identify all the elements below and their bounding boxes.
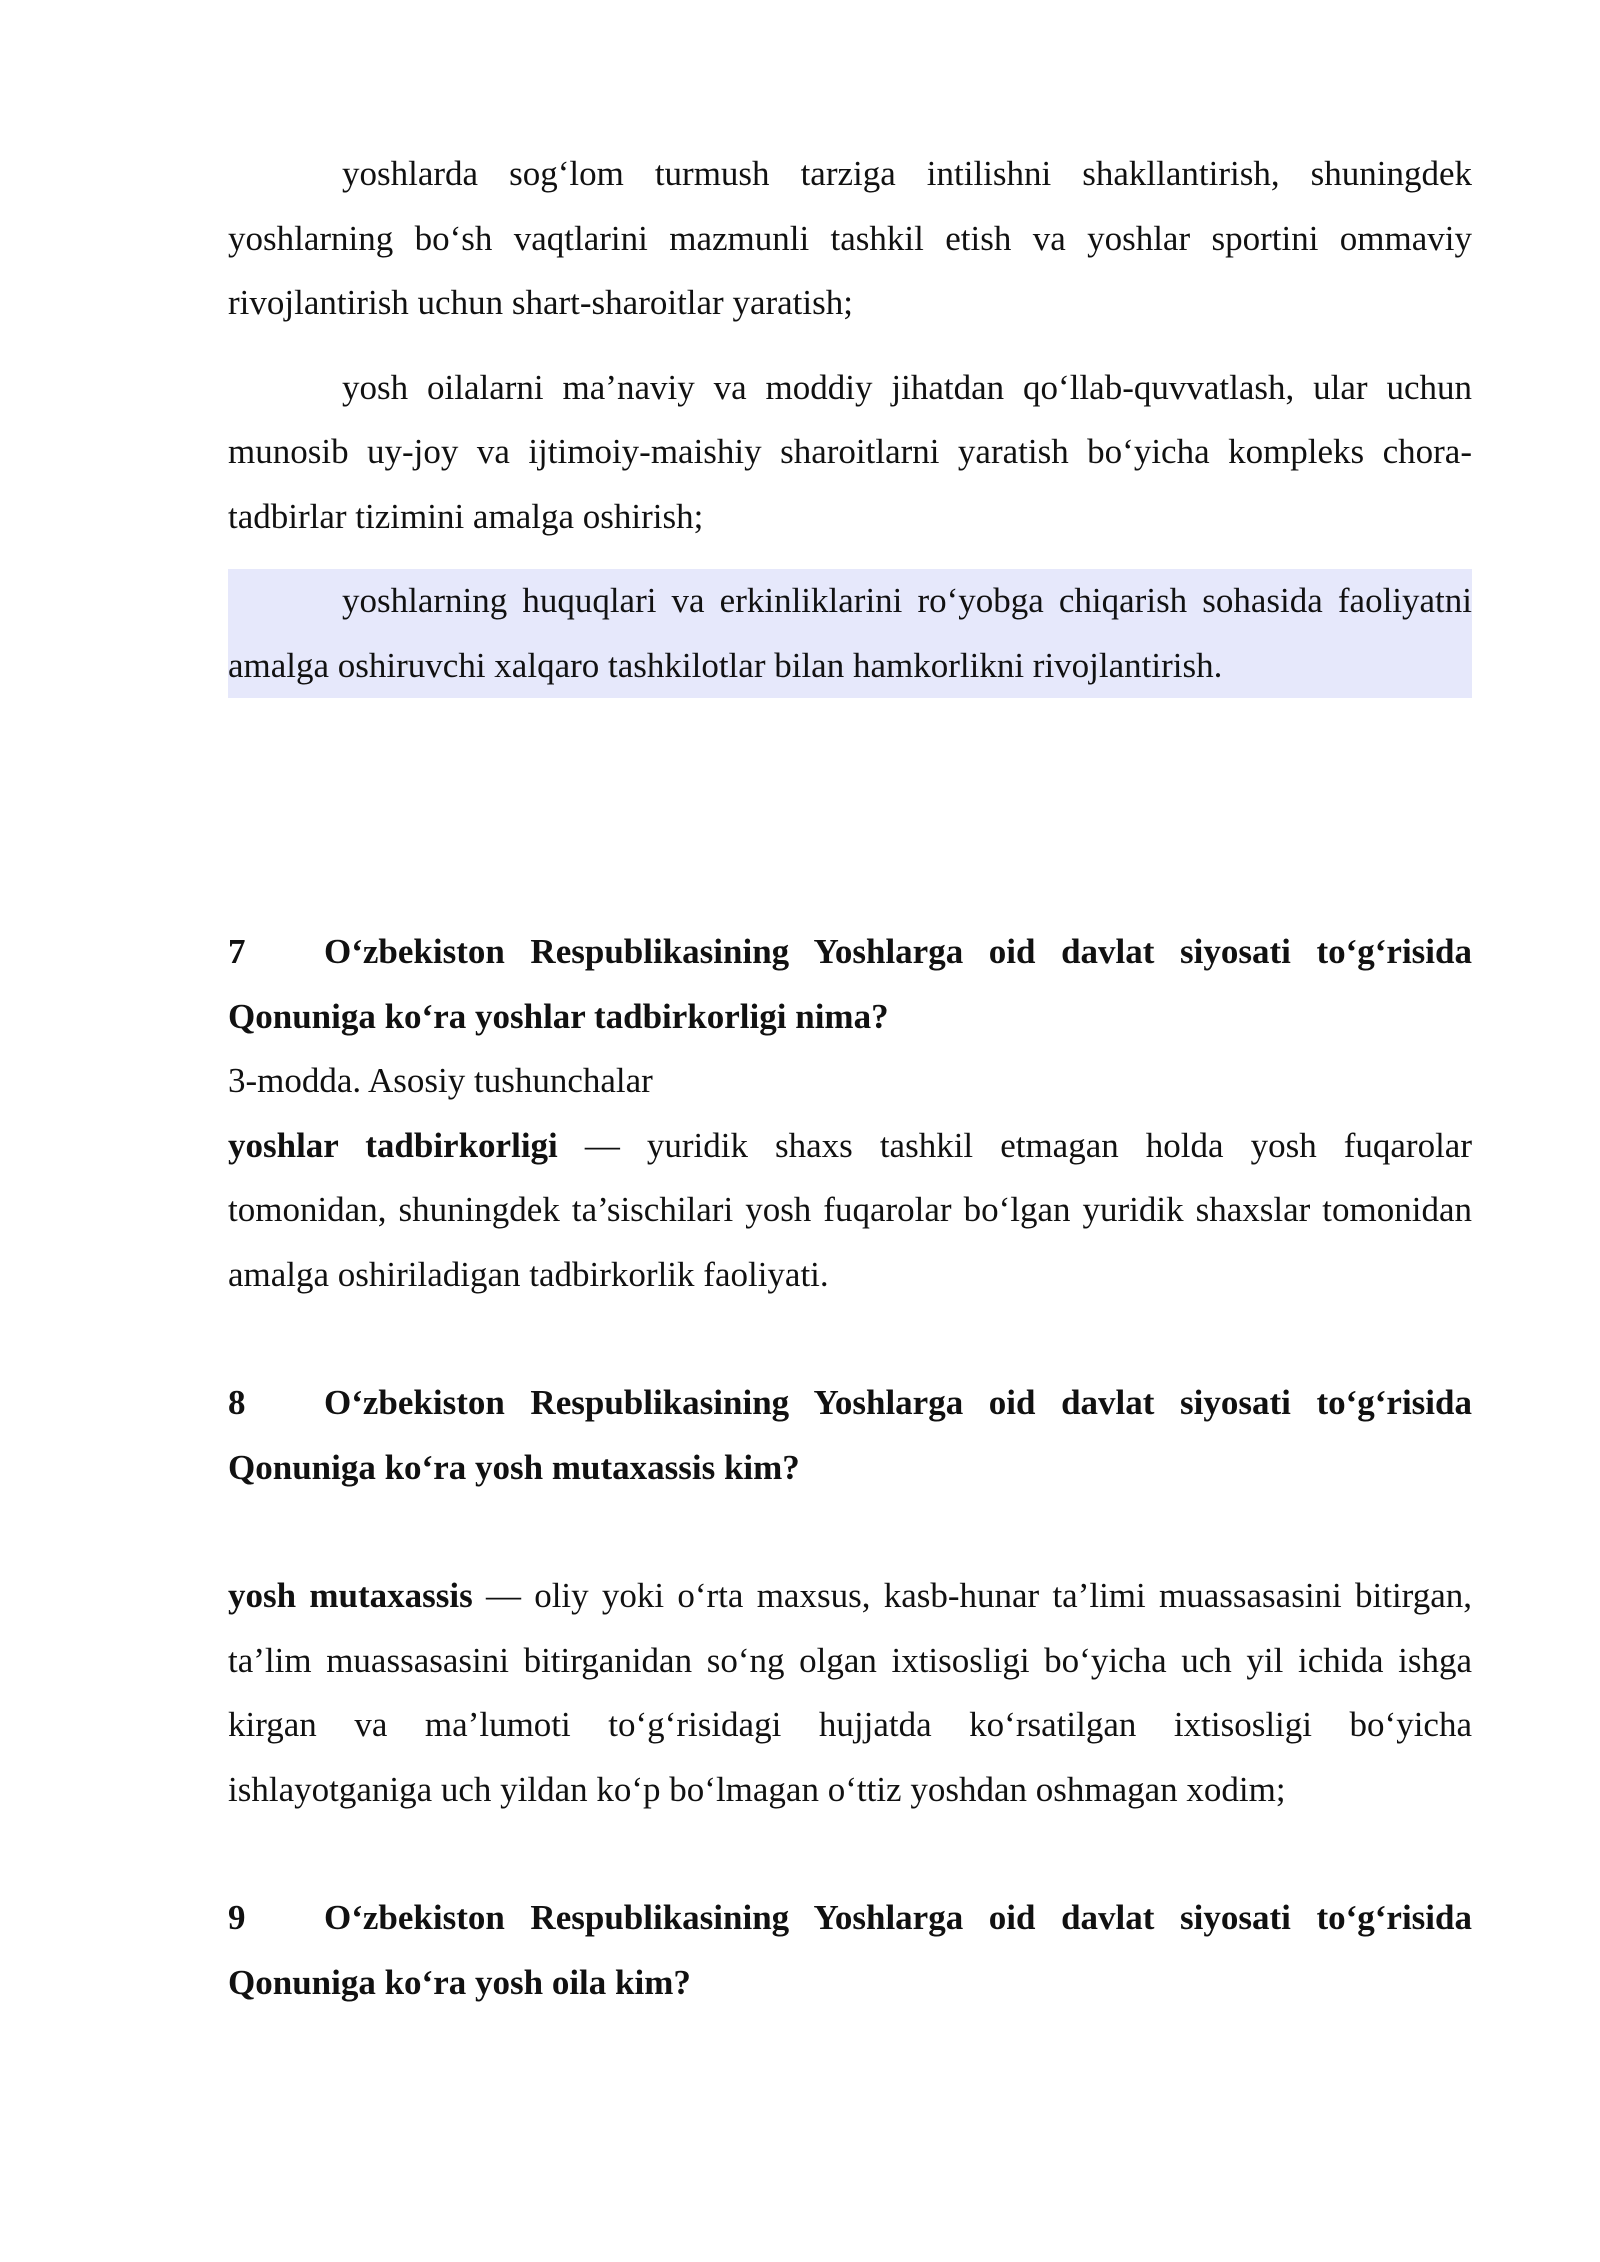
question-7-heading <box>228 920 1472 1049</box>
question-8-number: 8 <box>228 1383 246 1422</box>
definition-text-young-specialist: — oliy yoki o‘rta maxsus, kasb-hunar ta’limi muassasasini bitirgan, ta’lim muassasasini bitirganidan so‘ng olgan ixtisosligi bo‘yicha uch yil ichida ishga kirgan va ma’lumoti to‘g‘risidagi hujjatda ko‘rsatilgan ixtisosligi bo‘yicha ishlayotganiga uch yildan ko‘p bo‘lmagan o‘ttiz yoshdan oshmagan xodim; <box>228 1576 1472 1809</box>
definition-youth-entrepreneurship <box>228 1114 1472 1308</box>
paragraph-international-cooperation-selected[interactable]: yoshlarning huquqlari va erkinliklarini ro‘yobga chiqarish sohasida faoliyatni amalga oshiruvchi xalqaro tashkilotlar bilan hamkorlikni rivojlantirish. <box>228 569 1472 698</box>
question-9-heading <box>228 1886 1472 2015</box>
question-9-number: 9 <box>228 1898 246 1937</box>
question-7-number: 7 <box>228 932 246 971</box>
question-7-title: O‘zbekiston Respublikasining Yoshlarga oid davlat siyosati to‘g‘risida Qonuniga ko‘ra yoshlar tadbirkorligi nima? <box>228 932 1472 1036</box>
paragraph-young-families: yosh oilalarni ma’naviy va moddiy jihatdan qo‘llab-quvvatlash, ular uchun munosib uy-joy va ijtimoiy-maishiy sharoitlarni yaratish bo‘yicha kompleks chora-tadbirlar tizimini amalga oshirish; <box>228 367 1472 536</box>
article-3-heading: 3-modda. Asosiy tushunchalar <box>228 1061 653 1100</box>
definition-text-youth-entrepreneurship: — yuridik shaxs tashkil etmagan holda yosh fuqarolar tomonidan, shuningdek ta’sischilari yosh fuqarolar bo‘lgan yuridik shaxslar tomonidan amalga oshiriladigan tadbirkorlik faoliyati. <box>228 1125 1472 1294</box>
document-body <box>228 142 1472 2015</box>
question-8-title: O‘zbekiston Respublikasining Yoshlarga oid davlat siyosati to‘g‘risida Qonuniga ko‘ra yosh mutaxassis kim? <box>228 1383 1472 1487</box>
term-young-specialist: yosh mutaxassis <box>228 1576 473 1615</box>
term-youth-entrepreneurship: yoshlar tadbirkorligi <box>228 1125 558 1165</box>
question-9-title: O‘zbekiston Respublikasining Yoshlarga oid davlat siyosati to‘g‘risida Qonuniga ko‘ra yosh oila kim? <box>228 1898 1472 2002</box>
paragraph-healthy-lifestyle: yoshlarda sog‘lom turmush tarziga intilishni shakllantirish, shuningdek yoshlarning bo‘sh vaqtlarini mazmunli tashkil etish va yoshlar sportini ommaviy rivojlantirish uchun shart-sharoitlar yaratish; <box>228 154 1472 322</box>
question-8-heading <box>228 1371 1472 1500</box>
definition-young-specialist <box>228 1564 1472 1822</box>
